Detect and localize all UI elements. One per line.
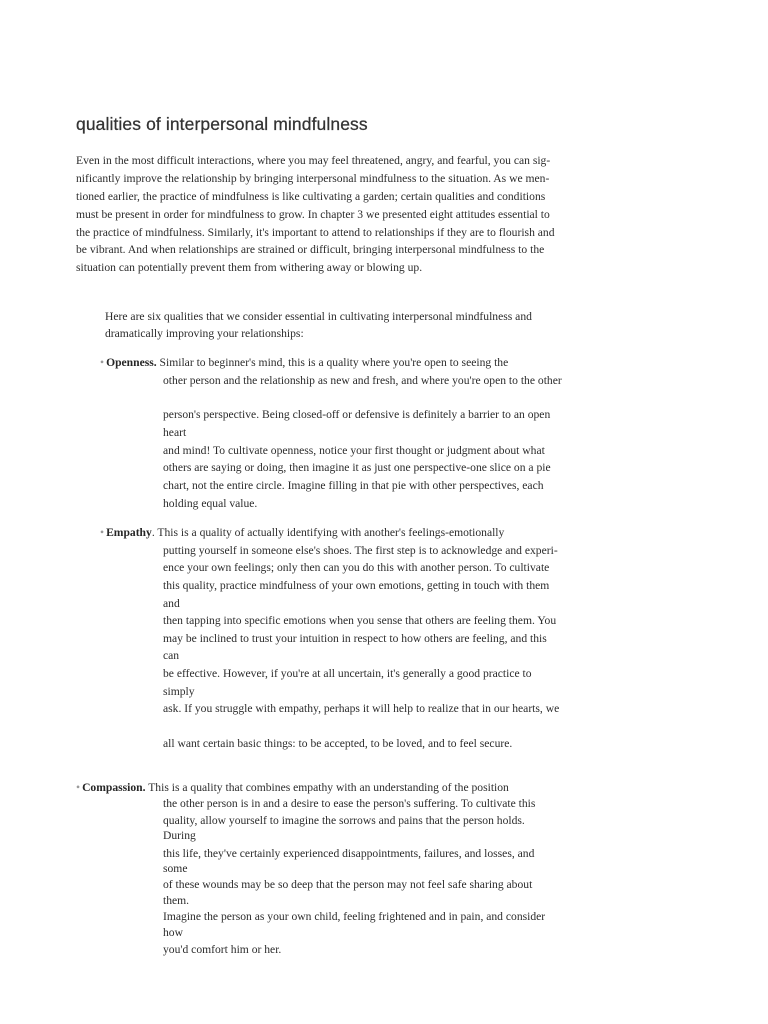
list-item-line: this quality, practice mindfulness of your own emotions, getting in touch with them [163, 579, 550, 592]
list-item-line: how [163, 926, 183, 939]
bullet-icon: • [100, 356, 105, 369]
list-item-first-line [100, 526, 504, 540]
bullet-icon: • [100, 526, 105, 539]
list-item-line: be effective. However, if you're at all uncertain, it's generally a good practice to [163, 667, 532, 680]
section-heading: qualities of interpersonal mindfulness [76, 114, 368, 134]
paragraph-line: tioned earlier, the practice of mindfulness is like cultivating a garden; certain qualities and conditions [76, 190, 546, 203]
item-text: Similar to beginner's mind, this is a quality where you're open to seeing the [156, 356, 509, 369]
list-item-first-line [100, 356, 508, 370]
list-item-line: can [163, 649, 180, 662]
list-item-line: putting yourself in someone else's shoes. The first step is to acknowledge and experi- [163, 544, 558, 557]
paragraph-line: Even in the most difficult interactions, where you may feel threatened, angry, and fearful, you can sig- [76, 154, 551, 167]
list-item-line: heart [163, 426, 187, 439]
paragraph-line: dramatically improving your relationships: [105, 327, 304, 340]
list-item-line: some [163, 862, 188, 875]
list-item-line: the other person is in and a desire to ease the person's suffering. To cultivate this [163, 797, 536, 810]
list-item-line: person's perspective. Being closed-off or defensive is definitely a barrier to an open [163, 408, 551, 421]
list-item-line: ask. If you struggle with empathy, perhaps it will help to realize that in our hearts, we [163, 702, 560, 715]
list-item-line: quality, allow yourself to imagine the sorrows and pains that the person holds. [163, 814, 525, 827]
list-item-line: may be inclined to trust your intuition in respect to how others are feeling, and this [163, 632, 547, 645]
list-item-line: holding equal value. [163, 497, 258, 510]
list-item-line: During [163, 829, 196, 842]
item-text: . This is a quality of actually identifying with another's feelings-emotionally [151, 526, 505, 539]
list-item-line: of these wounds may be so deep that the person may not feel safe sharing about [163, 878, 533, 891]
item-text: This is a quality that combines empathy with an understanding of the position [145, 781, 509, 794]
list-item-line: other person and the relationship as new and fresh, and where you're open to the other [163, 374, 562, 387]
paragraph-line: must be present in order for mindfulness to grow. In chapter 3 we presented eight attitudes essential to [76, 208, 550, 221]
item-term: Compassion. [82, 781, 146, 794]
list-item-first-line [76, 781, 509, 795]
paragraph-line: nificantly improve the relationship by bringing interpersonal mindfulness to the situation. As we men- [76, 172, 550, 185]
list-item-line: Imagine the person as your own child, feeling frightened and in pain, and consider [163, 910, 546, 923]
list-item-line: all want certain basic things: to be accepted, to be loved, and to feel secure. [163, 737, 513, 750]
list-item-line: and mind! To cultivate openness, notice your first thought or judgment about what [163, 444, 545, 457]
paragraph-line: the practice of mindfulness. Similarly, it's important to attend to relationships if they are to flourish and [76, 226, 555, 239]
list-item-line: you'd comfort him or her. [163, 943, 282, 956]
paragraph-line: Here are six qualities that we consider essential in cultivating interpersonal mindfulness and [105, 310, 532, 323]
list-item-line: simply [163, 685, 195, 698]
paragraph-line: situation can potentially prevent them from withering away or blowing up. [76, 261, 423, 274]
paragraph-line: be vibrant. And when relationships are strained or difficult, bringing interpersonal mindfulness to the [76, 243, 545, 256]
list-item-line: chart, not the entire circle. Imagine filling in that pie with other perspectives, each [163, 479, 544, 492]
list-item-line: them. [163, 894, 190, 907]
bullet-icon: • [76, 781, 81, 794]
list-item-line: others are saying or doing, then imagine it as just one perspective-one slice on a pie [163, 461, 551, 474]
list-item-line: and [163, 597, 180, 610]
list-item-line: then tapping into specific emotions when you sense that others are feeling them. You [163, 614, 557, 627]
item-term: Empathy [106, 526, 152, 539]
item-term: Openness. [106, 356, 157, 369]
list-item-line: this life, they've certainly experienced disappointments, failures, and losses, and [163, 847, 535, 860]
list-item-line: ence your own feelings; only then can you do this with another person. To cultivate [163, 561, 550, 574]
